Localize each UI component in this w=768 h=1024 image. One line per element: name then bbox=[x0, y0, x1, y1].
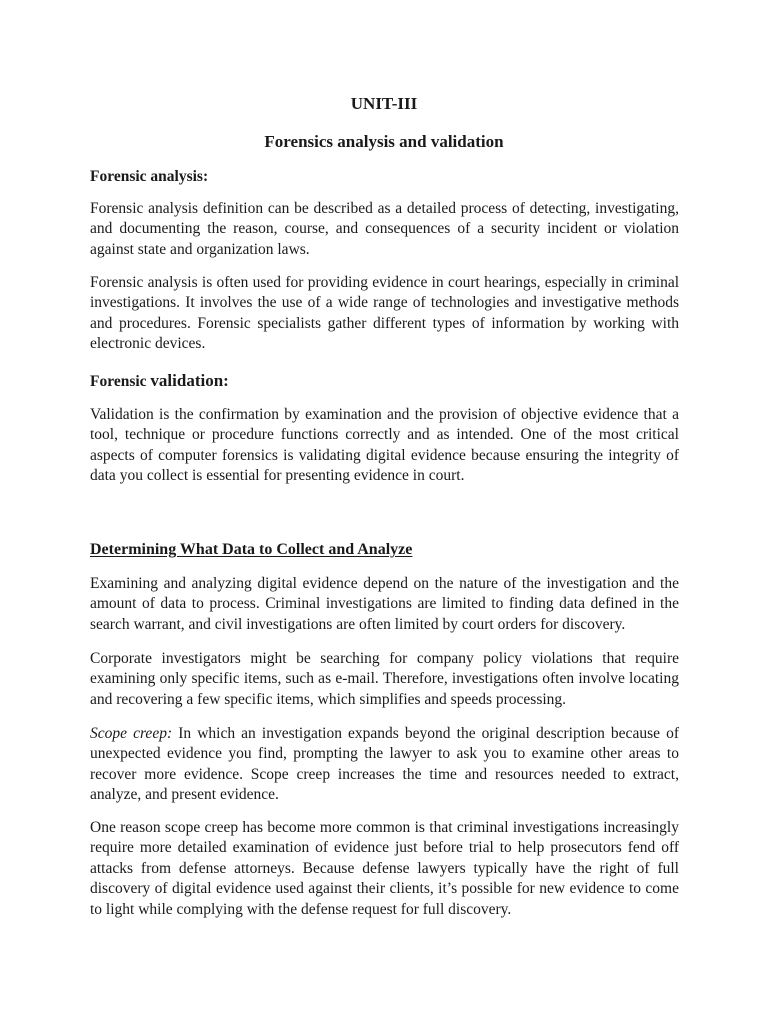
scope-creep-text: In which an investigation expands beyond the original description because of unexpected evidence you find, prompting the lawyer to ask you to examine other areas to recover more evidence. Scope creep increases the time and resources needed to extract, analyze, and present evidence. bbox=[90, 725, 679, 804]
forensic-analysis-paragraph-1: Forensic analysis definition can be described as a detailed process of detecting, investigating, and documenting the reason, course, and consequences of a security incident or violation against state and organization laws. bbox=[90, 200, 679, 258]
document-title: Forensics analysis and validation bbox=[264, 132, 504, 151]
determining-data-paragraph-2: Corporate investigators might be searching for company policy violations that require examining only specific items, such as e-mail. Therefore, investigations often involve locating and recovering a few specific items, which simplifies and speeds processing. bbox=[90, 650, 679, 708]
scope-creep-term: Scope creep: bbox=[90, 725, 173, 742]
determining-data-paragraph-1: Examining and analyzing digital evidence depend on the nature of the investigation and the amount of data to process. Criminal investigations are limited to finding data defined in the search warrant, and civil investigations are often limited by court orders for discovery. bbox=[90, 575, 679, 633]
determining-data-final-paragraph: One reason scope creep has become more common is that criminal investigations increasingly require more detailed examination of evidence just before trial to help prosecutors fend off attacks from defense attorneys. Because defense lawyers typically have the right of full discovery of digital evidence used against their clients, it’s possible for new evidence to come to light while complying with the defense request for full discovery. bbox=[90, 819, 679, 918]
forensic-analysis-paragraph-2: Forensic analysis is often used for providing evidence in court hearings, especially in criminal investigations. It involves the use of a wide range of technologies and investigative methods and procedures. Forensic specialists gather different types of information by working with electronic devices. bbox=[90, 274, 679, 353]
forensic-validation-heading bbox=[90, 371, 229, 392]
forensic-validation-heading-prefix: Forensic bbox=[90, 373, 151, 390]
forensic-analysis-heading: Forensic analysis: bbox=[90, 168, 209, 185]
forensic-validation-paragraph: Validation is the confirmation by examination and the provision of objective evidence that a tool, technique or procedure functions correctly and as intended. One of the most critical aspects of computer forensics is validating digital evidence because ensuring the integrity of data you collect is essential for presenting evidence in court. bbox=[90, 406, 679, 485]
scope-creep-paragraph bbox=[90, 724, 679, 806]
unit-title: UNIT-III bbox=[350, 94, 418, 113]
forensic-validation-heading-word: validation: bbox=[150, 371, 229, 390]
determining-data-heading: Determining What Data to Collect and Analyze bbox=[90, 541, 413, 558]
